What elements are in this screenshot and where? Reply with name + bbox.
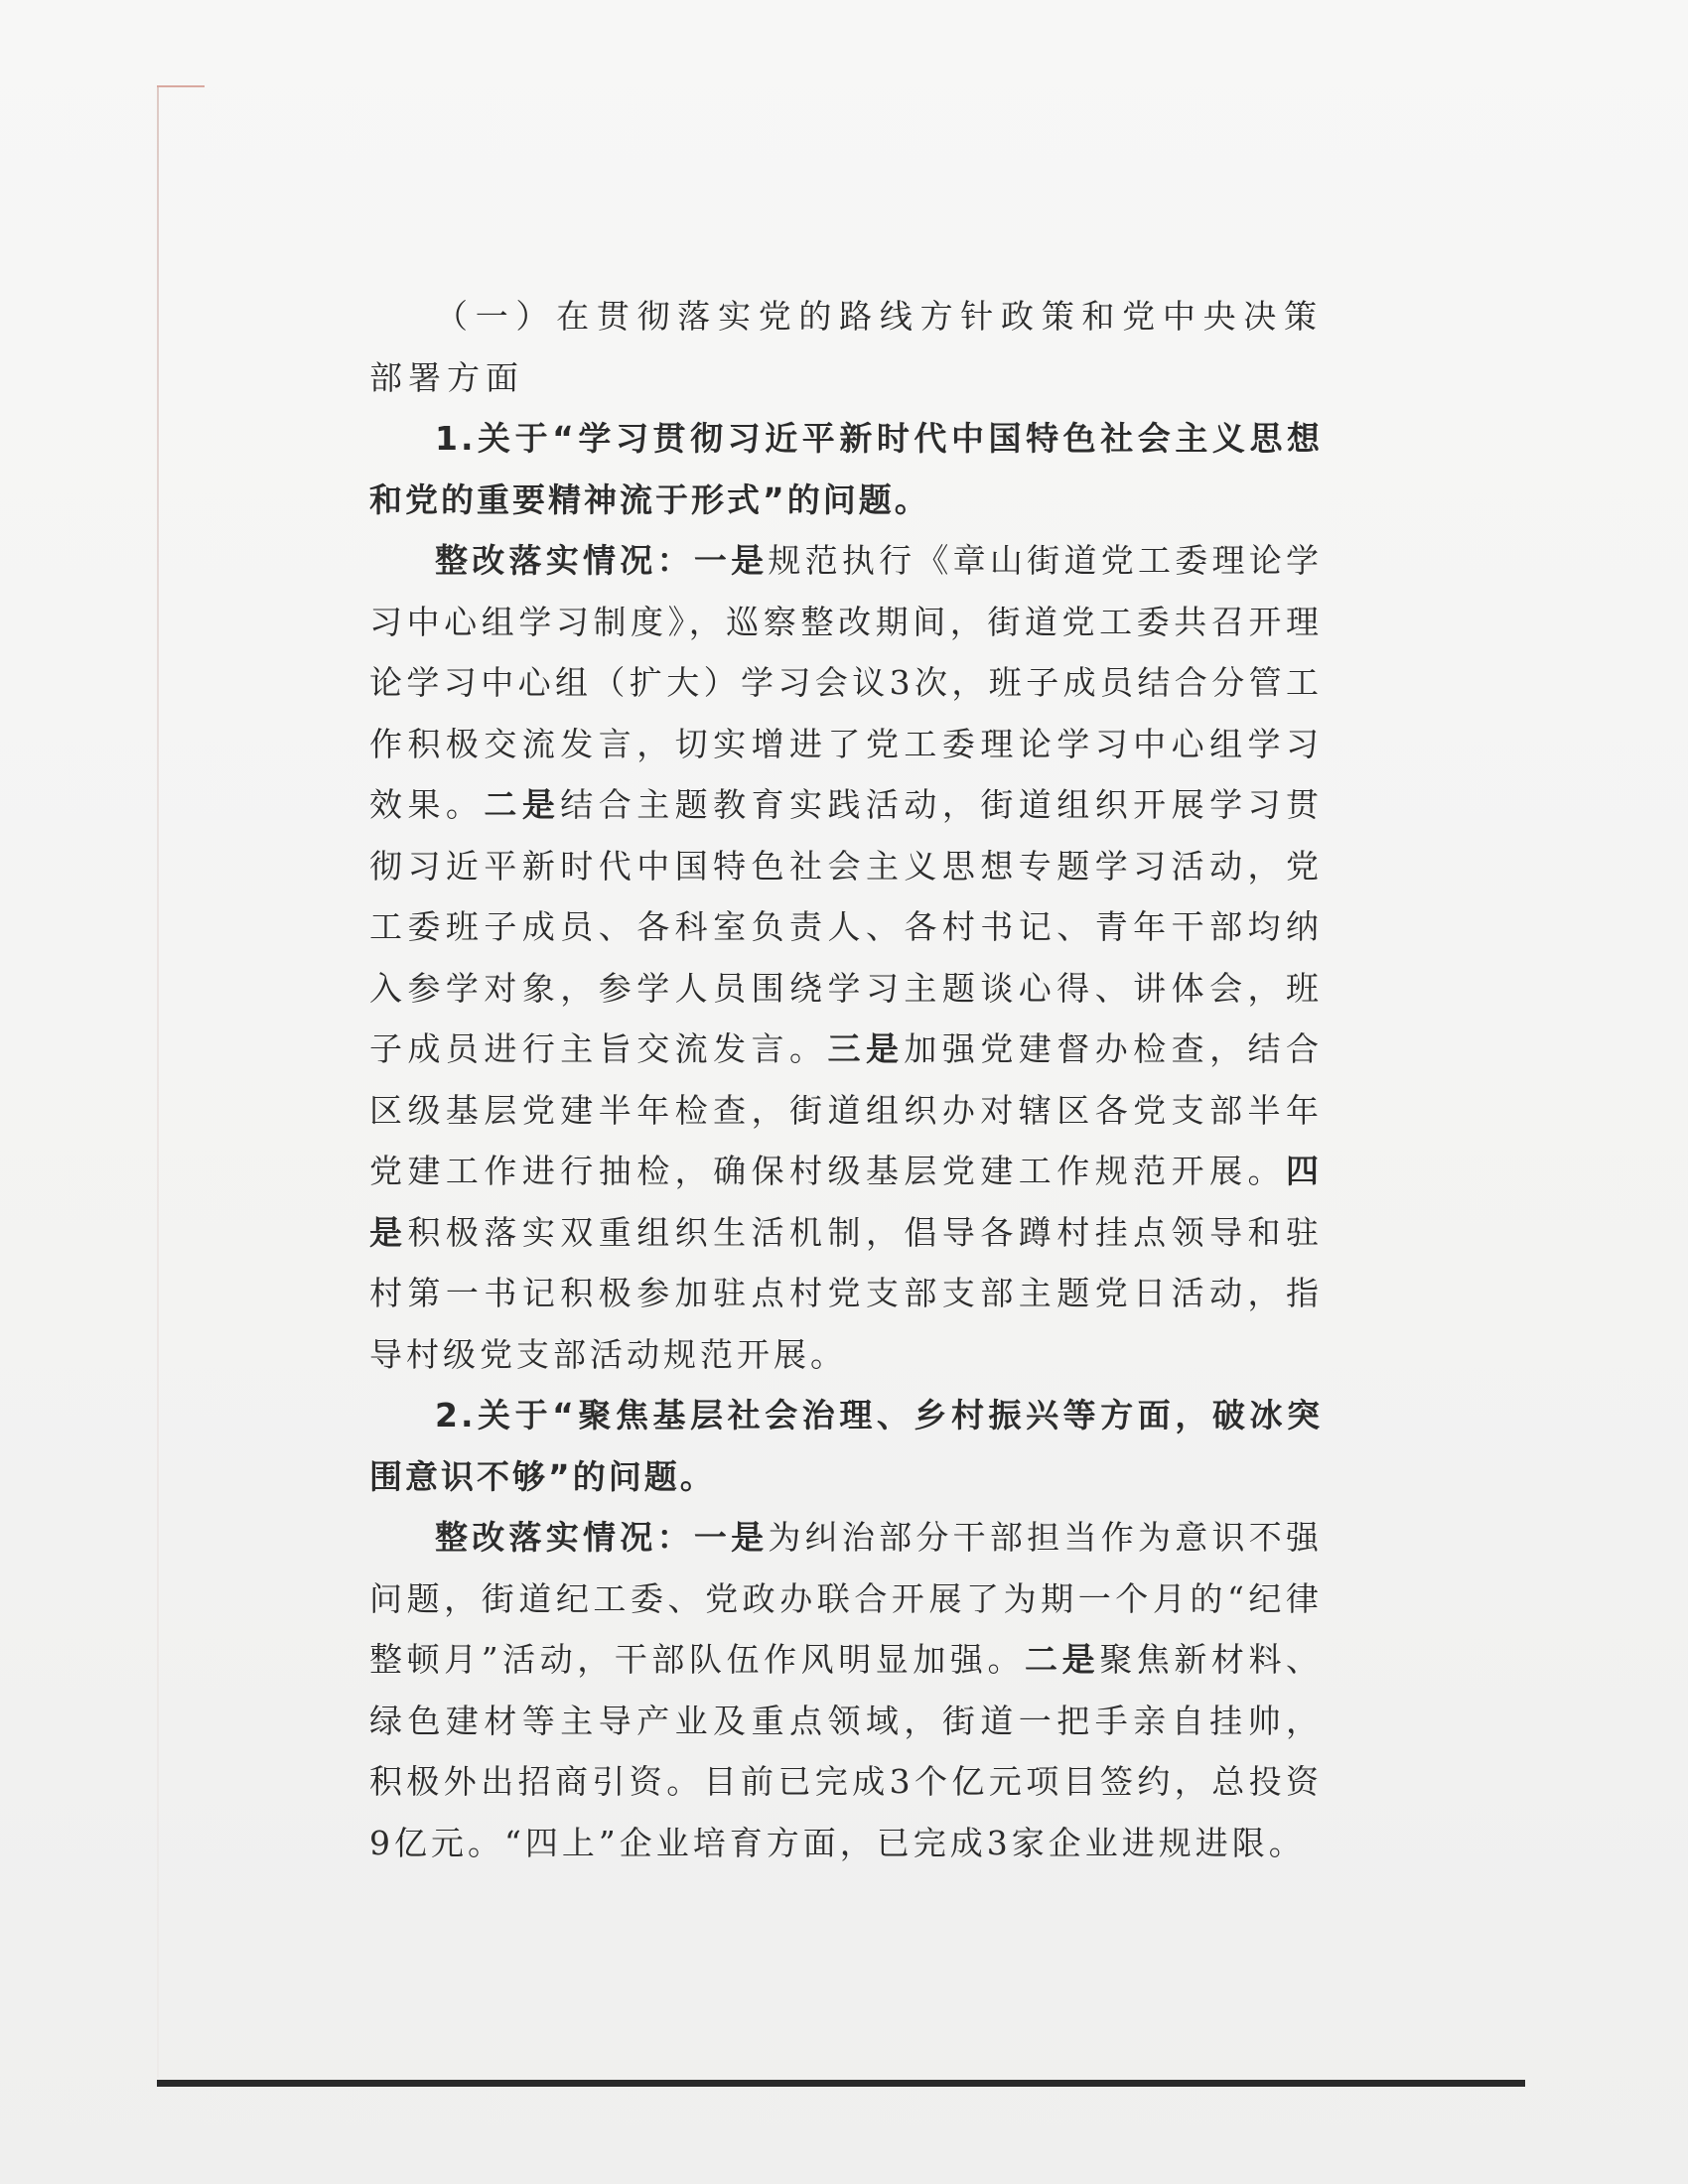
item-2-point-2-keyword: 二是: [1025, 1640, 1100, 1679]
item-2-point-1-text: 为纠治部分干部担当作为意识不强问题，街道纪工委、党政办联合开展了为期一个月的“纪律整顿月”活动，干部队伍作风明显加强。: [369, 1518, 1324, 1679]
item-1-point-4-keyword: 四是: [369, 1152, 1323, 1252]
item-1-title: 1.关于“学习贯彻习近平新时代中国特色社会主义思想和党的重要精神流于形式”的问题。: [369, 419, 1323, 519]
item-1-point-1-keyword: 一是: [693, 541, 769, 580]
left-margin-line: [157, 87, 159, 2078]
bottom-rule: [157, 2080, 1525, 2087]
section-heading: （一）在贯彻落实党的路线方针政策和党中央决策部署方面: [369, 297, 1323, 397]
item-2-body: [369, 1507, 1323, 1873]
document-body: [369, 286, 1323, 1873]
item-2-point-2-text: 聚焦新材料、绿色建材等主导产业及重点领域，街道一把手亲自挂帅，积极外出招商引资。目前已完成3个亿元项目签约，总投资9亿元。“四上”企业培育方面，已完成3家企业进规进限。: [369, 1640, 1324, 1862]
item-1-point-3-text: 加强党建督办检查，结合区级基层党建半年检查，街道组织办对辖区各党支部半年党建工作进行抽检，确保村级基层党建工作规范开展。: [369, 1029, 1324, 1190]
item-1-point-4-text: 积极落实双重组织生活机制，倡导各蹲村挂点领导和驻村第一书记积极参加驻点村党支部支部主题党日活动，指导村级党支部活动规范开展。: [369, 1212, 1324, 1374]
item-1-point-3-keyword: 三是: [827, 1029, 905, 1068]
item-1-body: [369, 530, 1323, 1385]
item-2-title: 2.关于“聚焦基层社会治理、乡村振兴等方面，破冰突围意识不够”的问题。: [369, 1396, 1323, 1496]
item-1-point-1-text: 规范执行《章山街道党工委理论学习中心组学习制度》，巡察整改期间，街道党工委共召开理论学习中心组（扩大）学习会议3次，班子成员结合分管工作积极交流发言，切实增进了党工委理论学习中心组学习效果。: [369, 541, 1324, 824]
item-2-point-1-keyword: 一是: [693, 1518, 769, 1557]
item-2-lead: 整改落实情况：: [435, 1518, 694, 1557]
item-1-point-2-keyword: 二是: [484, 785, 561, 824]
top-margin-mark: [157, 85, 205, 87]
item-1-point-2-text: 结合主题教育实践活动，街道组织开展学习贯彻习近平新时代中国特色社会主义思想专题学习活动，党工委班子成员、各科室负责人、各村书记、青年干部均纳入参学对象，参学人员围绕学习主题谈心得、讲体会，班子成员进行主旨交流发言。: [369, 785, 1324, 1068]
item-1-lead: 整改落实情况：: [435, 541, 694, 580]
